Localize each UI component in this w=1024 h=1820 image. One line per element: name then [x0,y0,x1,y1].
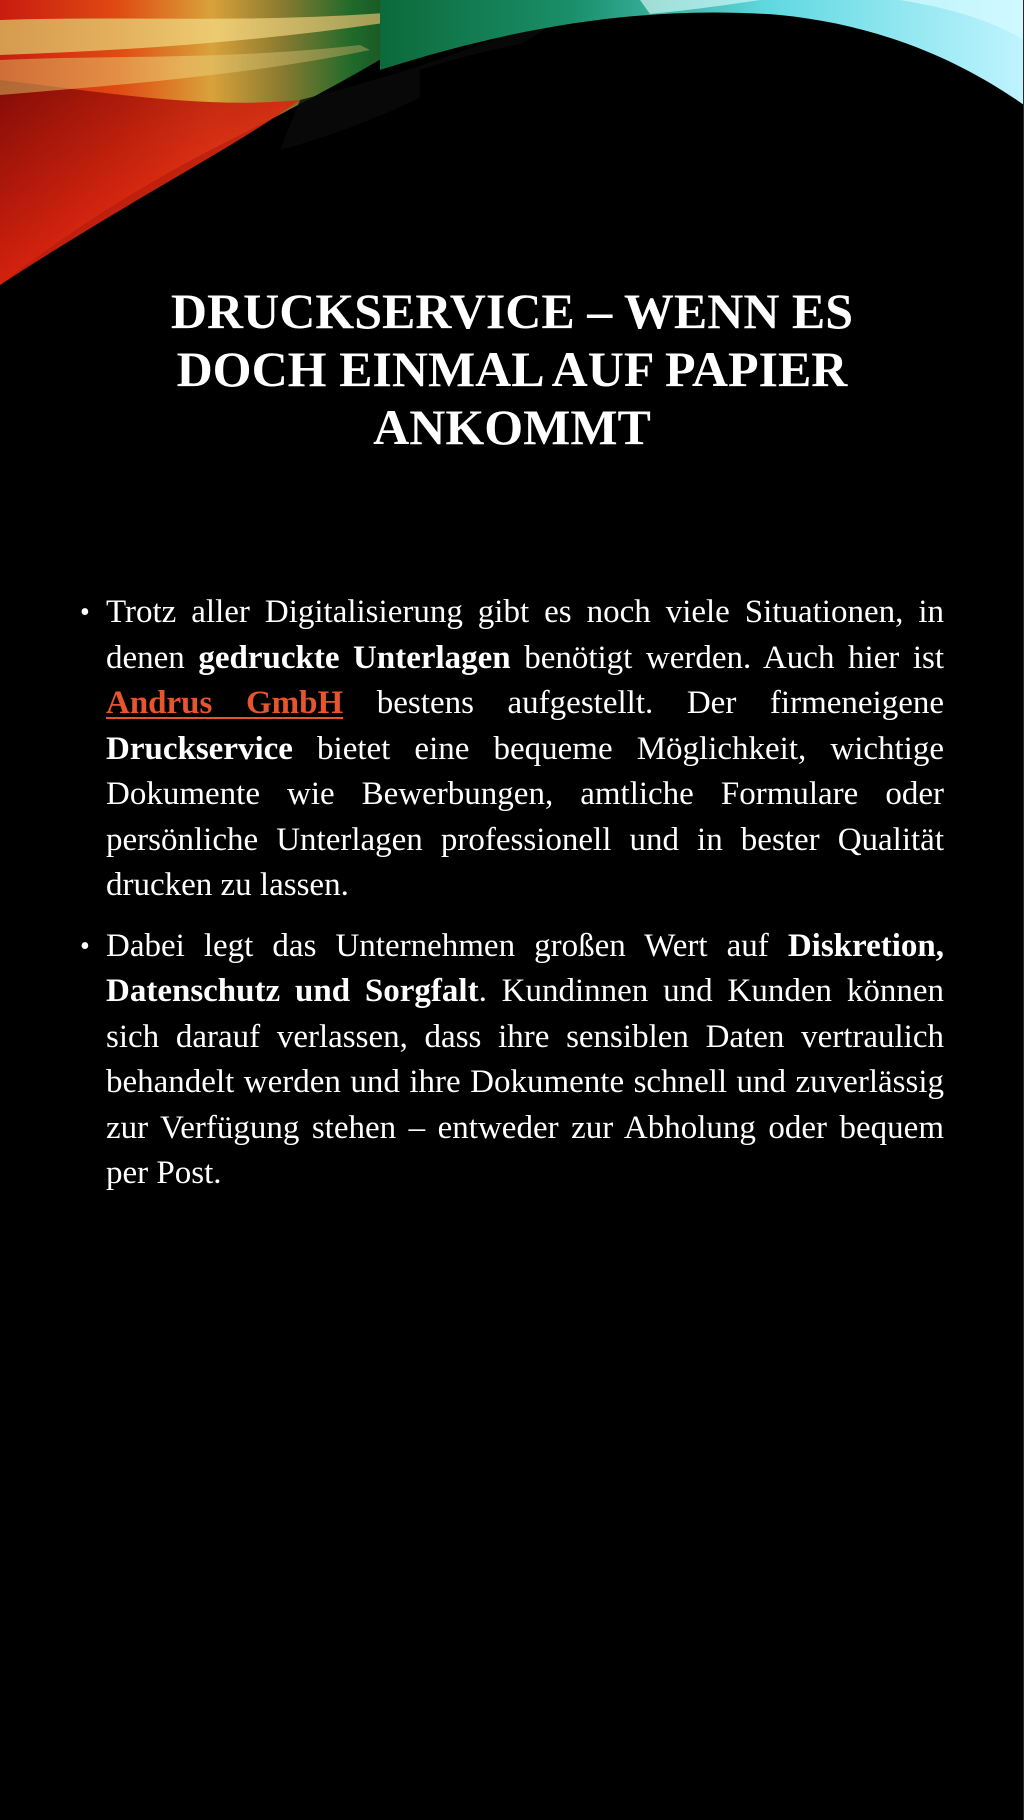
bullet-1-bold-gedruckte-unterlagen: gedruckte Unterlagen [198,639,511,676]
bullet-1-part-2: benötigt werden. Auch hier ist [510,639,944,676]
bullet-item-1 [80,590,944,909]
bullet-1-text [106,594,944,903]
bullet-1-part-4: bietet eine bequeme Möglichkeit, wichtige Dokumente wie Bewerbungen, amtliche Formulare oder persönliche Unterlagen professionell und in bester Qualität drucken zu lassen. [106,730,944,903]
bullet-icon: • [80,597,90,628]
slide-title: DRUCKSERVICE – WENN ES DOCH EINMAL AUF PAPIER ANKOMMT [170,283,854,455]
bullet-icon: • [80,930,90,962]
bullet-2-part-1: Dabei legt das Unternehmen großen Wert auf [106,927,788,964]
bullet-list [80,590,944,1212]
bullet-2-text [106,928,944,1192]
bullet-item-2 [80,924,944,1197]
andrus-gmbh-link[interactable]: Andrus GmbH [106,685,344,721]
decorative-swoosh-graphic [0,0,1024,300]
bullet-1-part-3: bestens aufgestellt. Der firmeneigene [343,685,944,721]
bullet-1-part-1: Trotz aller Digitalisierung gibt es noch viele Situationen, in denen [106,594,944,676]
bullet-1-bold-druckservice: Druckservice [106,730,293,767]
bullet-2-part-2: . Kundinnen und Kunden können sich darauf verlassen, dass ihre sensiblen Daten vertraulich behandelt werden und ihre Dokumente schnell und zuverlässig zur Verfügung stehen – entweder zur Abholung oder bequem per Post. [106,973,944,1191]
bullet-2-bold-diskretion: Diskretion, Datenschutz und Sorgfalt [106,927,944,1009]
